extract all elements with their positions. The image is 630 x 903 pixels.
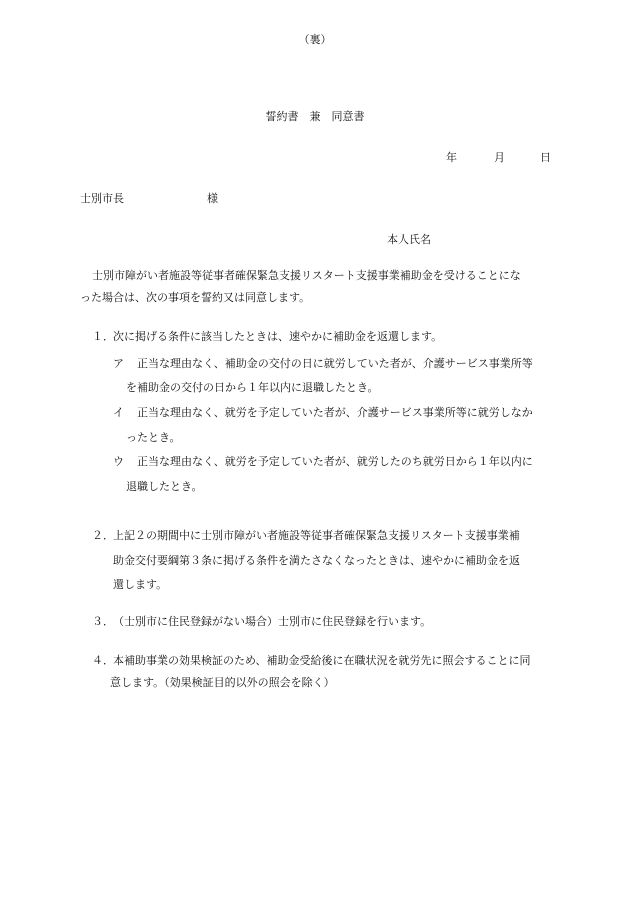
item-number: ４． (92, 654, 114, 667)
signer-name-label: 本人氏名 (387, 233, 431, 246)
subitem-text-line: ったとき。 (126, 431, 181, 444)
subitem-text-line: 正当な理由なく、就労を予定していた者が、就労したのち就労日から１年以内に (137, 455, 533, 468)
item-text-line: 上記２の期間中に士別市障がい者施設等従事者確保緊急支援リスタート支援事業補 (113, 529, 520, 542)
item-text-line: 助金交付要綱第３条に掲げる条件を満たさなくなったときは、速やかに補助金を返 (113, 554, 520, 567)
addressee-name: 士別市長 (80, 192, 124, 205)
intro-line-2: った場合は、次の事項を誓約又は同意します。 (80, 291, 311, 304)
item-number: １． (92, 330, 114, 343)
date-year-label: 年 (446, 151, 457, 164)
subitem-text-line: を補助金の交付の日から１年以内に退職したとき。 (126, 381, 379, 394)
subitem-label: イ (113, 406, 124, 419)
subitem-text-line: 正当な理由なく、補助金の交付の日に就労していた者が、介護サービス事業所等 (137, 357, 533, 370)
date-day-label: 日 (540, 151, 551, 164)
date-month-label: 月 (494, 151, 505, 164)
intro-line-1: 士別市障がい者施設等従事者確保緊急支援リスタート支援事業補助金を受けることにな (92, 269, 521, 282)
addressee-honorific: 様 (207, 192, 218, 205)
subitem-text-line: 正当な理由なく、就労を予定していた者が、介護サービス事業所等に就労しなか (137, 406, 533, 419)
item-number: ２． (92, 529, 114, 542)
subitem-label: ア (113, 357, 124, 370)
subitem-text-line: 退職したとき。 (126, 480, 203, 493)
item-text-line: （士別市に住民登録がない場合）士別市に住民登録を行います。 (113, 615, 432, 628)
document-title: 誓約書 兼 同意書 (265, 110, 365, 123)
item-text-line: 還します。 (113, 578, 168, 591)
item-text-line: 意します。（効果検証目的以外の照会を除く） (110, 676, 335, 689)
item-number: ３． (92, 615, 114, 628)
item-text-line: 本補助事業の効果検証のため、補助金受給後に在職状況を就労先に照会することに同 (113, 654, 531, 667)
page-side-note: （裏） (298, 33, 332, 46)
item-text-line: 次に掲げる条件に該当したときは、速やかに補助金を返還します。 (113, 330, 443, 343)
subitem-label: ウ (113, 455, 124, 468)
